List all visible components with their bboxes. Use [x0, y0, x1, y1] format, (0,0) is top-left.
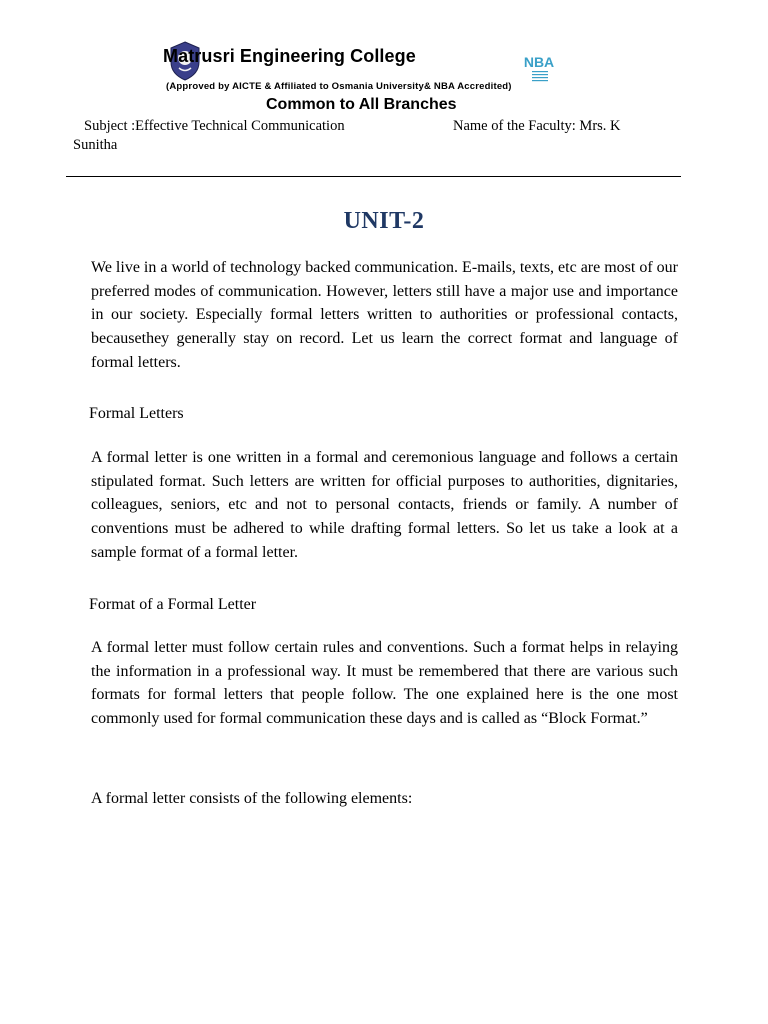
faculty-name-continued: Sunitha	[73, 137, 118, 153]
subject-line: Subject :Effective Technical Communication	[84, 118, 345, 134]
approval-line: (Approved by AICTE & Affiliated to Osmania University& NBA Accredited)	[166, 81, 512, 92]
formal-letter-paragraph: A formal letter is one written in a formal and ceremonious language and follows a certain stipulated format. Such letters are written for official purposes to authorities, dignitaries, colleagues, seniors, etc and not to personal contacts, friends or family. A number of conventions must be adhered to while drafting formal letters. So let us take a look at a sample format of a formal letter.	[91, 449, 678, 561]
heading-format: Format of a Formal Letter	[89, 596, 257, 613]
format-paragraph: A formal letter must follow certain rules and conventions. Such a format helps in relaying the information in a professional way. It must be remembered that there are various such formats for formal letters that people follow. The one explained here is the one most commonly used for formal communication these days and is called as “Block Format.”	[91, 639, 678, 728]
common-branches-title: Common to All Branches	[266, 96, 457, 113]
college-name: Matrusri Engineering College	[163, 46, 416, 66]
faculty-name: Name of the Faculty: Mrs. K	[453, 118, 621, 134]
unit-title: UNIT-2	[343, 208, 425, 234]
header-divider	[66, 176, 681, 177]
elements-line: A formal letter consists of the following elements:	[91, 790, 413, 807]
svg-text:NBA: NBA	[523, 54, 555, 70]
intro-paragraph: We live in a world of technology backed communication. E-mails, texts, etc are most of our preferred modes of communication. However, letters still have a major use and importance in our society. Especially formal letters written to authorities or professional contacts, becausethey generally stay on record. Let us learn the correct format and language of formal letters.	[91, 259, 678, 371]
nba-logo	[522, 50, 556, 84]
heading-formal-letters: Formal Letters	[89, 405, 184, 422]
